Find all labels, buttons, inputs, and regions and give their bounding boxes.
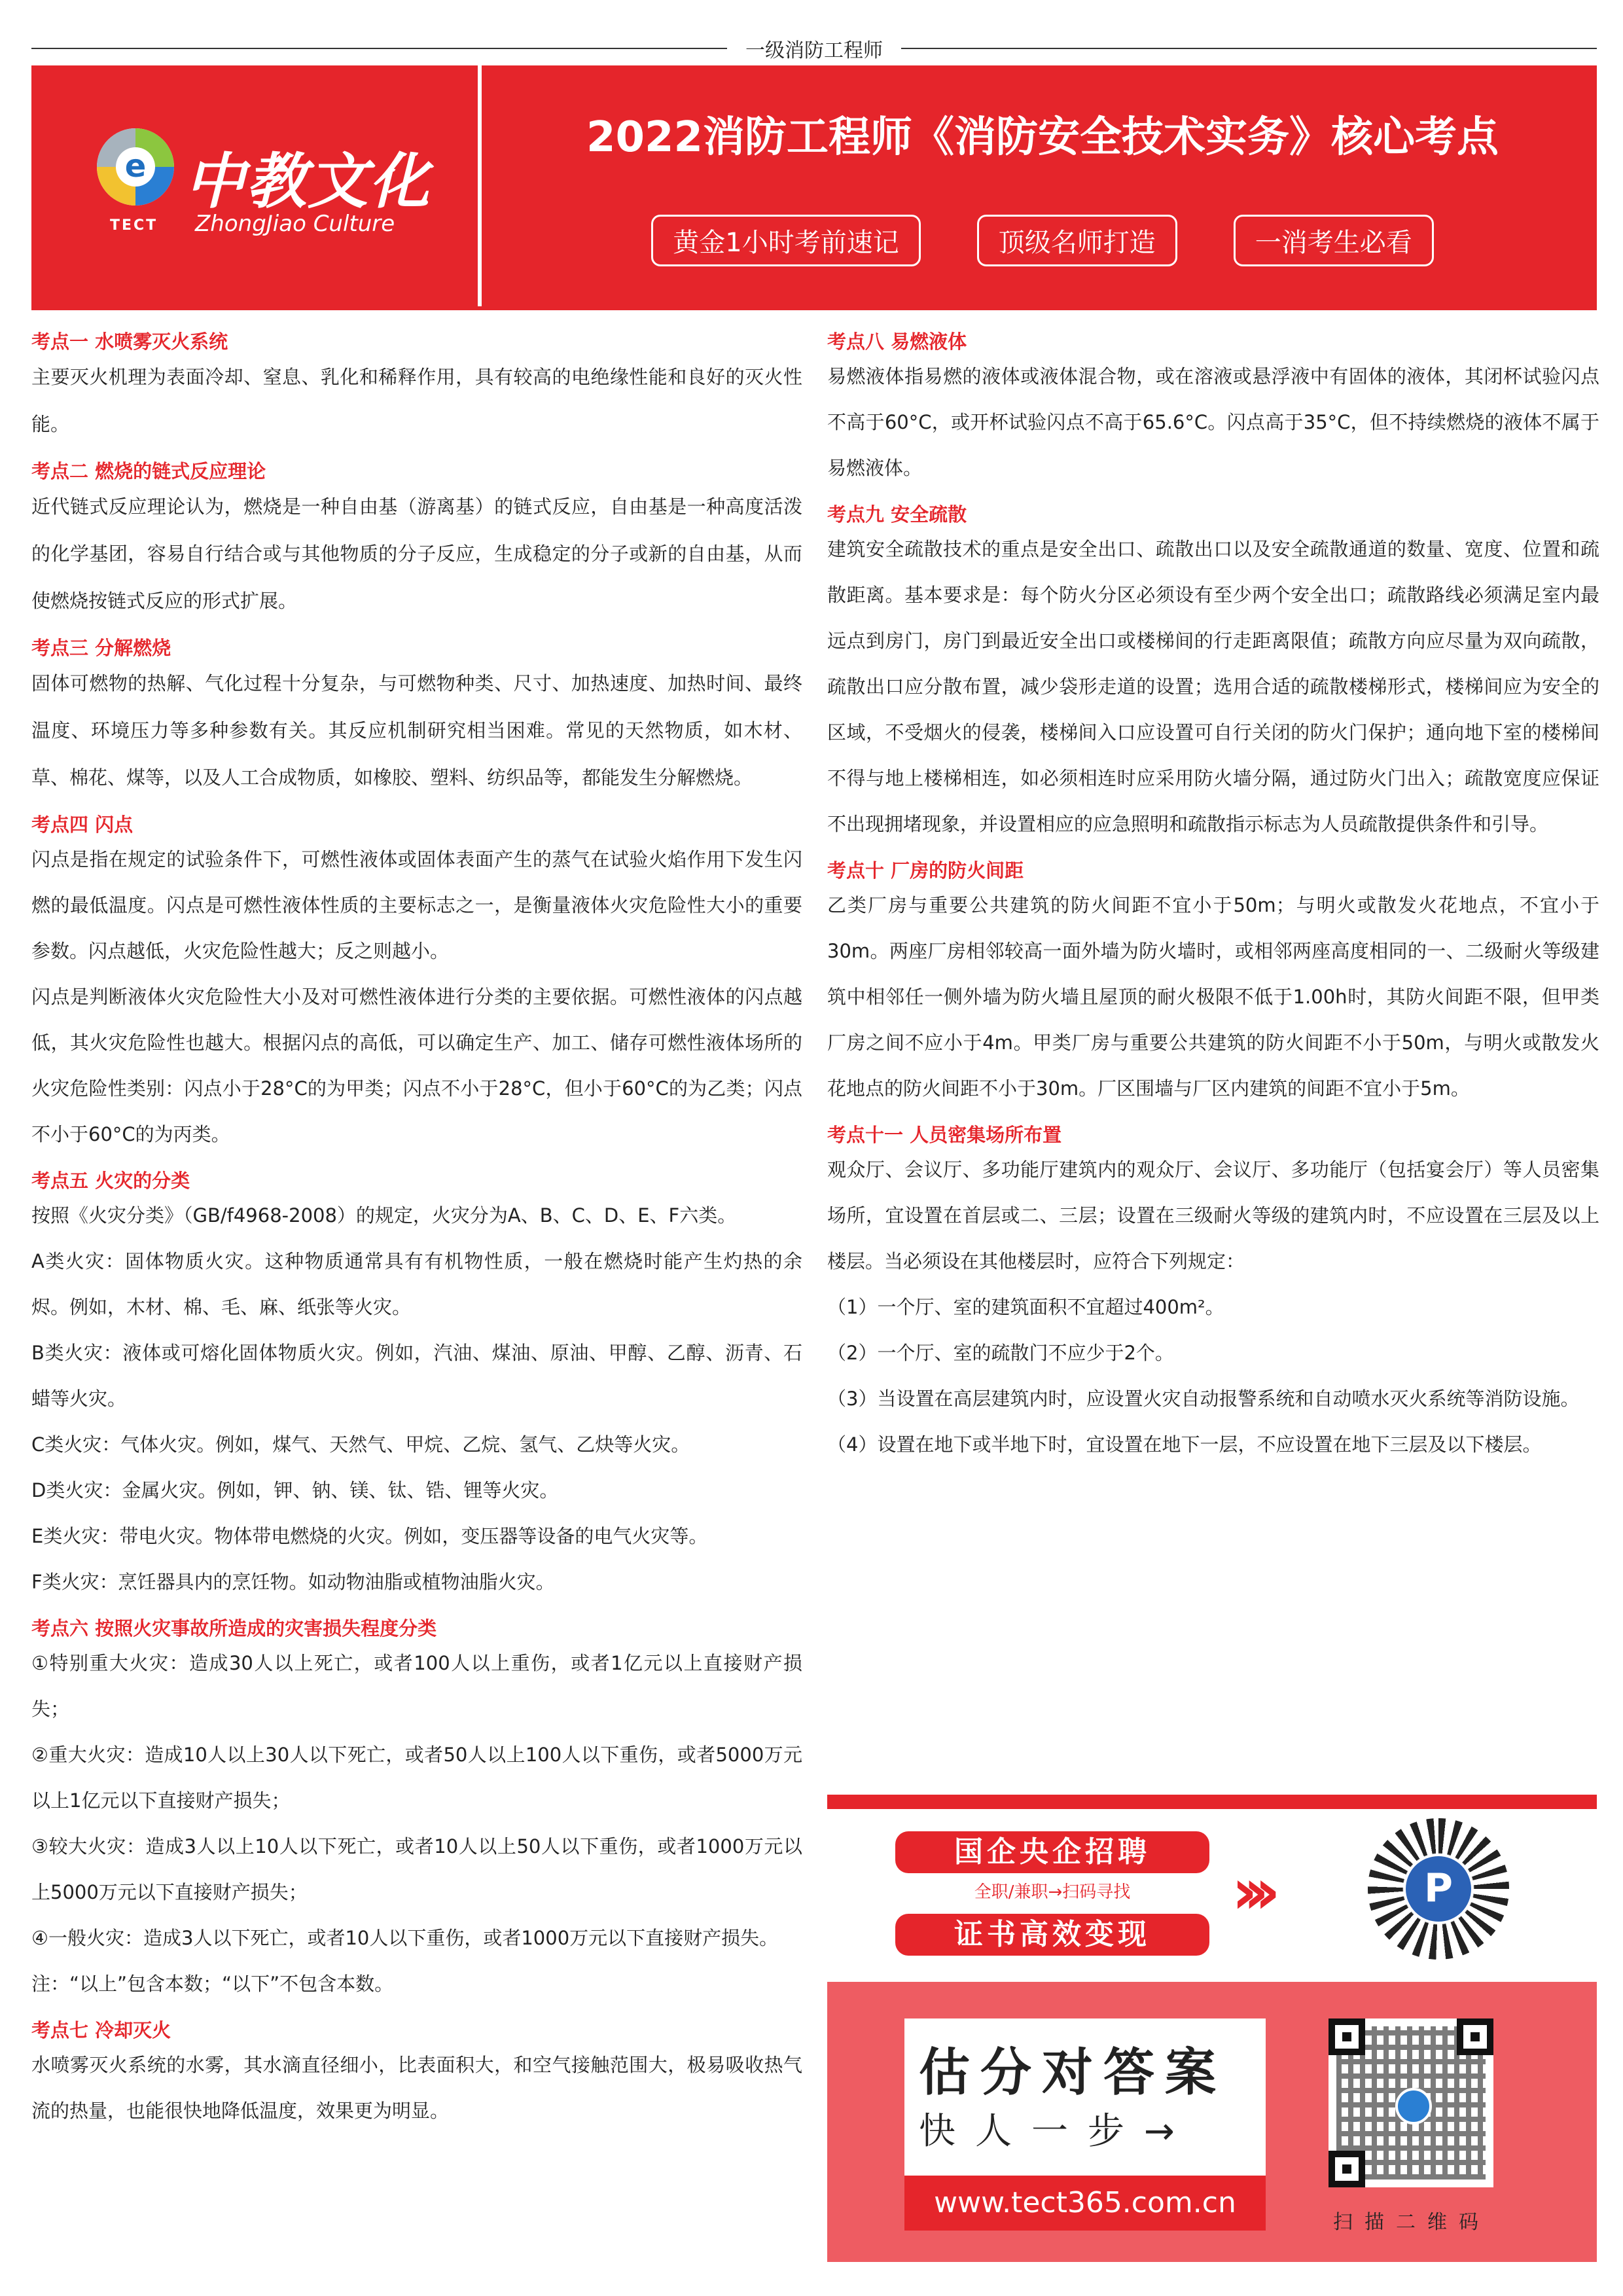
- section-paragraph: C类火灾：气体火灾。例如，煤气、天然气、甲烷、乙烷、氢气、乙炔等火灾。: [31, 1433, 690, 1456]
- list-item: （3）当设置在高层建筑内时，应设置火灾自动报警系统和自动喷水灭火系统等消防设施。: [827, 1388, 1580, 1410]
- section-paragraph: 观众厅、会议厅、多功能厅建筑内的观众厅、会议厅、多功能厅（包括宴会厅）等人员密集场所，宜设置在首层或二、三层；设置在三级耐火等级的建筑内时，不应设置在三层及以上楼层。当必须设在其他楼层时，应符合下列规定：: [827, 1158, 1599, 1272]
- section-paragraph: A类火灾：固体物质火灾。这种物质通常具有有机物性质，一般在燃烧时能产生灼热的余烬。例如，木材、棉、毛、麻、纸张等火灾。: [31, 1250, 802, 1318]
- ad-top-bar: [827, 1795, 1597, 1809]
- list-item: （1）一个厅、室的建筑面积不宜超过400m²。: [827, 1296, 1224, 1318]
- list-item: （2）一个厅、室的疏散门不应少于2个。: [827, 1342, 1174, 1364]
- logo-name-cn: 中教文化: [185, 147, 431, 217]
- score-headline: 估分对答案: [919, 2043, 1227, 2102]
- recruit-ad[interactable]: [827, 1809, 1597, 1971]
- arrows-icon: ›››: [1232, 1855, 1266, 1928]
- section-heading: 考点三 分解燃烧: [31, 637, 171, 659]
- list-item: （4）设置在地下或半地下时，宜设置在地下一层，不应设置在地下三层及以下楼层。: [827, 1433, 1542, 1456]
- caption-line-right: [901, 48, 1597, 49]
- section-heading: 考点四 闪点: [31, 814, 134, 836]
- logo-tect: TECT: [110, 217, 158, 234]
- tag-pill: 黄金1小时考前速记: [651, 215, 920, 266]
- section-heading: 考点二 燃烧的链式反应理论: [31, 460, 266, 482]
- section-paragraph: 按照《火灾分类》（GB/f4968-2008）的规定，火灾分为A、B、C、D、E、F六类。: [31, 1204, 737, 1227]
- mini-program-code-icon[interactable]: P: [1368, 1818, 1509, 1960]
- recruit-subtitle: 全职/兼职→扫码寻找: [974, 1882, 1131, 1902]
- score-ad: [827, 1982, 1597, 2262]
- header-banner: [31, 65, 1597, 306]
- header-divider: [478, 65, 482, 306]
- section-paragraph: 闪点是指在规定的试验条件下，可燃性液体或固体表面产生的蒸气在试验火焰作用下发生闪燃的最低温度。闪点是可燃性液体性质的主要标志之一，是衡量液体火灾危险性大小的重要参数。闪点越低，火灾危险性越大；反之则越小。: [31, 848, 802, 962]
- section-heading: 考点六 按照火灾事故所造成的灾害损失程度分类: [31, 1617, 437, 1640]
- header-underline: [31, 306, 1597, 310]
- section-paragraph: 易燃液体指易燃的液体或液体混合物，或在溶液或悬浮液中有固体的液体，其闭杯试验闪点不高于60°C，或开杯试验闪点不高于65.6°C。闪点高于35°C，但不持续燃烧的液体不属于易燃液体。: [827, 365, 1599, 479]
- section-heading: 考点五 火灾的分类: [31, 1170, 190, 1192]
- top-caption: [31, 29, 1597, 68]
- section-paragraph: E类火灾：带电火灾。物体带电燃烧的火灾。例如，变压器等设备的电气火灾等。: [31, 1525, 708, 1547]
- caption-text: 一级消防工程师: [745, 39, 883, 62]
- section-paragraph: 注：“以上”包含本数；“以下”不包含本数。: [31, 1973, 394, 1995]
- qr-code-icon[interactable]: [1329, 2018, 1493, 2187]
- section-heading: 考点十 厂房的防火间距: [827, 859, 1024, 882]
- section-paragraph: 闪点是判断液体火灾危险性大小及对可燃性液体进行分类的主要依据。可燃性液体的闪点越低，其火灾危险性也越大。根据闪点的高低，可以确定生产、加工、储存可燃性液体场所的火灾危险性类别：闪点小于28°C的为甲类；闪点不小于28°C，但小于60°C的为乙类；闪点不小于60°C的为丙类。: [31, 986, 802, 1145]
- section-heading: 考点七 冷却灭火: [31, 2019, 171, 2041]
- score-card[interactable]: [904, 2018, 1266, 2231]
- section-paragraph: 建筑安全疏散技术的重点是安全出口、疏散出口以及安全疏散通道的数量、宽度、位置和疏散距离。基本要求是：每个防火分区必须设有至少两个安全出口；疏散路线必须满足室内最远点到房门，房门到最近安全出口或楼梯间的行走距离限值；疏散方向应尽量为双向疏散，疏散出口应分散布置，减少袋形走道的设置；选用合适的疏散楼梯形式，楼梯间应为安全的区域，不受烟火的侵袭，楼梯间入口应设置可自行关闭的防火门保护；通向地下室的楼梯间不得与地上楼梯相连，如必须相连时应采用防火墙分隔，通过防火门出入；疏散宽度应保证不出现拥堵现象，并设置相应的应急照明和疏散指示标志为人员疏散提供条件和引导。: [827, 538, 1599, 835]
- section-paragraph: F类火灾：烹饪器具内的烹饪物。如动物油脂或植物油脂火灾。: [31, 1571, 555, 1593]
- logo-name-en: ZhongJiao Culture: [195, 211, 395, 237]
- section-paragraph: ④一般火灾：造成3人以下死亡，或者10人以下重伤，或者1000万元以下直接财产损失。: [31, 1927, 779, 1949]
- section-heading: 考点九 安全疏散: [827, 503, 967, 526]
- section-paragraph: ②重大火灾：造成10人以上30人以下死亡，或者50人以上100人以下重伤，或者5000万元以上1亿元以下直接财产损失；: [31, 1744, 802, 1812]
- caption-line-left: [31, 48, 727, 49]
- section-paragraph: B类火灾：液体或可熔化固体物质火灾。例如，汽油、煤油、原油、甲醇、乙醇、沥青、石蜡等火灾。: [31, 1342, 802, 1410]
- section-paragraph: 主要灭火机理为表面冷却、窒息、乳化和稀释作用，具有较高的电绝缘性能和良好的灭火性能。: [31, 366, 802, 435]
- logo: [31, 65, 478, 306]
- section-heading: 考点一 水喷雾灭火系统: [31, 331, 228, 353]
- recruit-tag: 国企央企招聘: [895, 1831, 1209, 1873]
- tag-pills: [490, 215, 1596, 266]
- scan-caption: 扫描二维码: [1333, 2211, 1490, 2234]
- section-paragraph: 乙类厂房与重要公共建筑的防火间距不宜小于50m；与明火或散发火花地点，不宜小于30m。两座厂房相邻较高一面外墙为防火墙时，或相邻两座高度相同的一、二级耐火等级建筑中相邻任一侧外墙为防火墙且屋顶的耐火极限不低于1.00h时，其防火间距不限，但甲类厂房之间不应小于4m。甲类厂房与重要公共建筑的防火间距不小于50m，与明火或散发火花地点的防火间距不小于30m。厂区围墙与厂区内建筑的间距不宜小于5m。: [827, 894, 1599, 1100]
- site-url-link[interactable]: www.tect365.com.cn: [904, 2176, 1266, 2231]
- section-paragraph: ③较大火灾：造成3人以上10人以下死亡，或者10人以上50人以下重伤，或者1000万元以上5000万元以下直接财产损失；: [31, 1835, 802, 1903]
- logo-globe-icon: e: [97, 128, 174, 206]
- tag-pill: 顶级名师打造: [977, 215, 1177, 266]
- right-column: [827, 321, 1599, 1467]
- section-paragraph: 水喷雾灭火系统的水雾，其水滴直径细小，比表面积大，和空气接触范围大，极易吸收热气流的热量，也能很快地降低温度，效果更为明显。: [31, 2054, 802, 2122]
- tag-pill: 一消考生必看: [1234, 215, 1434, 266]
- section-heading: 考点八 易燃液体: [827, 331, 967, 353]
- section-paragraph: ①特别重大火灾：造成30人以上死亡，或者100人以上重伤，或者1亿元以上直接财产损失；: [31, 1652, 802, 1720]
- left-column: [31, 321, 802, 2134]
- page-title: 2022消防工程师《消防安全技术实务》核心考点: [586, 113, 1499, 162]
- cert-tag: 证书高效变现: [895, 1914, 1209, 1956]
- section-paragraph: 固体可燃物的热解、气化过程十分复杂，与可燃物种类、尺寸、加热速度、加热时间、最终温度、环境压力等多种参数有关。其反应机制研究相当困难。常见的天然物质，如木材、草、棉花、煤等，以及人工合成物质，如橡胶、塑料、纺织品等，都能发生分解燃烧。: [31, 672, 802, 789]
- section-heading: 考点十一 人员密集场所布置: [827, 1124, 1062, 1146]
- section-paragraph: 近代链式反应理论认为，燃烧是一种自由基（游离基）的链式反应，自由基是一种高度活泼的化学基团，容易自行结合或与其他物质的分子反应，生成稳定的分子或新的自由基，从而使燃烧按链式反应的形式扩展。: [31, 495, 802, 612]
- section-paragraph: D类火灾：金属火灾。例如，钾、钠、镁、钛、锆、锂等火灾。: [31, 1479, 559, 1501]
- score-subline: 快人一步→: [919, 2110, 1194, 2153]
